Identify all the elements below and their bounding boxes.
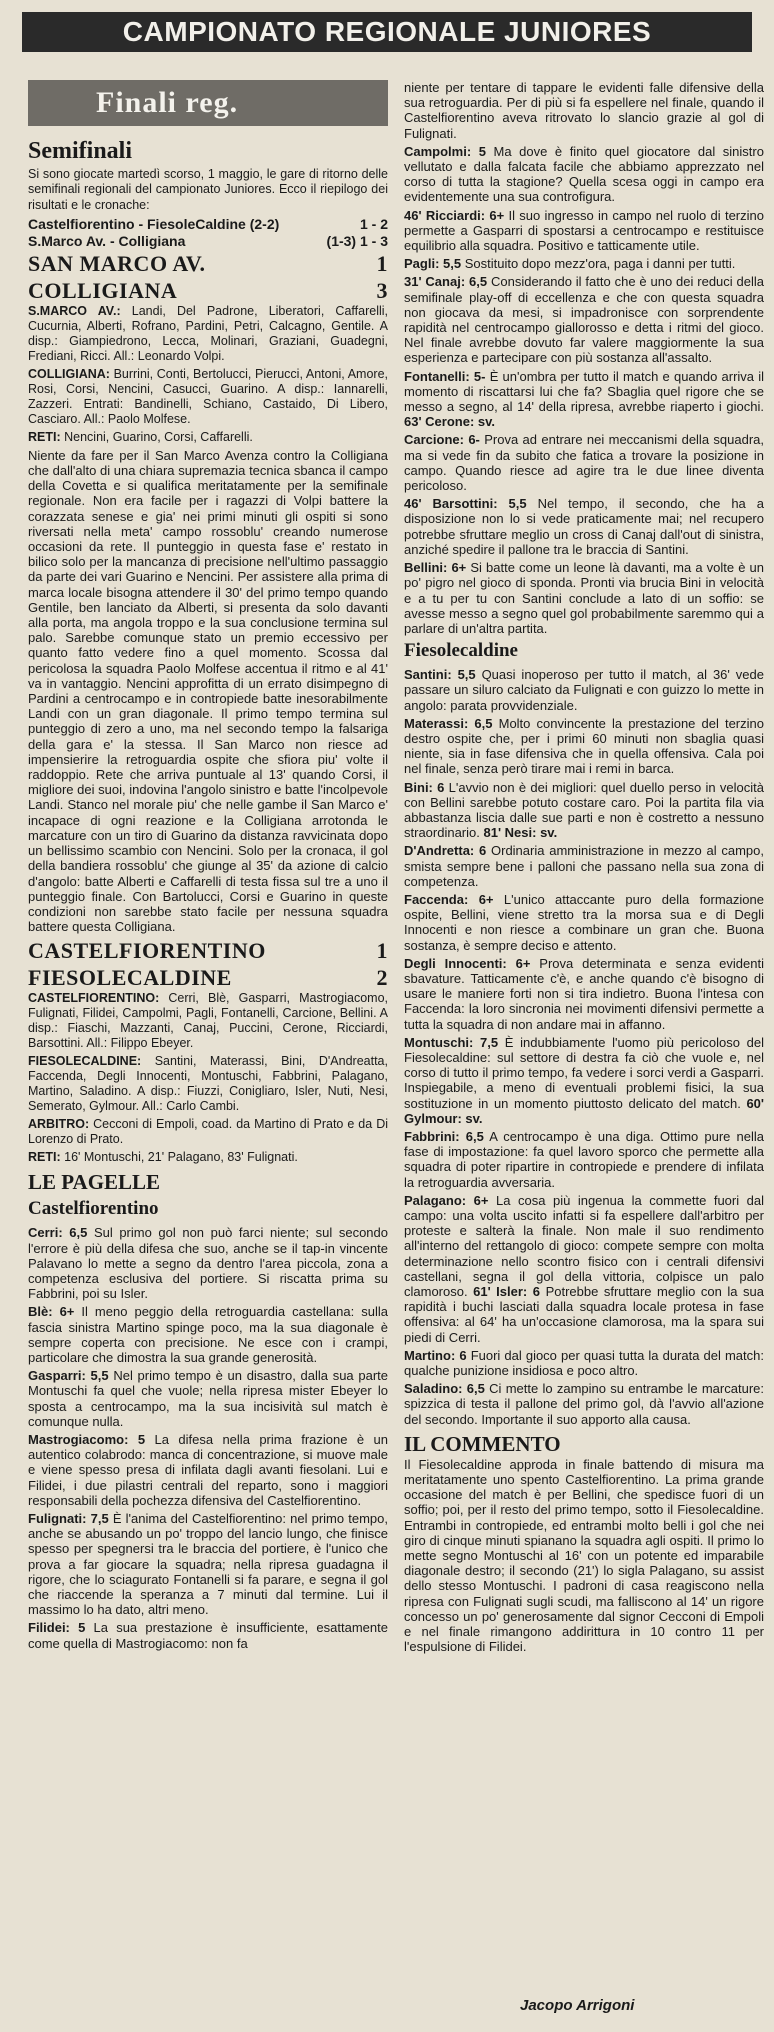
rating-name: Campolmi:: [404, 143, 472, 159]
match2-team1-row: [28, 937, 388, 964]
rating-grade: sv.: [477, 414, 496, 430]
rating-name: Palagano:: [404, 1192, 467, 1208]
result-score: (1-3) 1 - 3: [326, 232, 388, 249]
rating-entry: [404, 369, 764, 430]
castel-ratings-left: [28, 1225, 388, 1650]
rating-grade: 6: [479, 843, 487, 859]
lineup-entry: [28, 1054, 388, 1114]
rating-grade: 6+: [473, 1192, 489, 1208]
rating-entry: [404, 892, 764, 953]
match1-team1-row: [28, 250, 388, 277]
lineup-text: Santini, Materassi, Bini, D'Andreatta, Faccenda, Degli Innocenti, Montuschi, Fabbrini, Palagano, Martino, Saladino. A disp.: Fiuzzi, Conigliaro, Isler, Nuti, Nesi, Semerato, Gylmour. All.: Carlo Cambi.: [28, 1054, 388, 1114]
rating-entry: [28, 1304, 388, 1365]
rating-entry: [404, 1381, 764, 1427]
rating-text: È indubbiamente l'uomo più pericoloso del Fiesolecaldine: sul settore di destra fa ciò che vuole e, nel corso di tutto il primo tempo, fa vedere i sorci verdi a Gasparri. Inspiegabile, a meno di eventuali problemi fisici, la sua sostituzione in un momento piuttosto delicato del match.: [404, 1034, 764, 1111]
lineup-entry: [28, 1117, 388, 1147]
rating-entry: [404, 667, 764, 713]
rating-text: Potrebbe sfruttare meglio con la sua rapidità i buchi lasciati dalla squadra locale protesa in fase offensiva: al 64' ha un'occasione clamorosa, ma la spara sui piedi di Cerri.: [404, 1284, 764, 1345]
rating-grade: 5-: [473, 368, 486, 384]
team-fiesolecaldine-title: Fiesolecaldine: [404, 640, 518, 662]
lineup-label: RETI:: [28, 429, 61, 444]
result-row: [28, 216, 388, 233]
rating-entry: [404, 1129, 764, 1190]
rating-entry: [404, 780, 764, 841]
rating-grade: 6: [459, 1347, 467, 1363]
rating-name: Blè:: [28, 1304, 53, 1320]
rating-grade: 6+: [451, 560, 467, 576]
rating-entry: [404, 496, 764, 557]
rating-grade: 7,5: [480, 1034, 499, 1050]
semifinali-title: Semifinali: [28, 138, 133, 164]
rating-entry: [404, 432, 764, 493]
rating-text: L'unico attaccante puro della formazione ospite, Bellini, viene stretto tra la morsa sua e di Degli Innocenti e non riesce a combinare un gran che. Buona sostanza, è sempre deciso e attento.: [404, 891, 764, 953]
rating-name: Bini:: [404, 779, 433, 795]
rating-grade: 5,5: [508, 496, 527, 512]
right-column: [404, 80, 764, 1970]
rating-text: Prova determinata e senza evidenti sbavature. Tatticamente c'è, e anche quando c'è bisogno di usare le maniere forti non si tira indietro. Buona l'intesa con Faccenda: la loro sincronia nei movimenti difensivi permette a tutta la squadra di non andare mai in affanno.: [404, 955, 764, 1032]
rating-entry: [404, 256, 764, 271]
match2-score1: 1: [376, 938, 388, 964]
rating-grade: 7,5: [90, 1510, 109, 1526]
rating-entry: [404, 144, 764, 205]
rating-grade: 6,5: [474, 715, 493, 731]
rating-text: È l'anima del Castelfiorentino: nel primo tempo, anche se abusando un po' troppo del lancio lungo, che finisce spesso per spegnersi tra le braccia del portiere, è l'unico che prova a far giocare la squadra; nella ripresa guadagna il rigore, che lo sciagurato Fontanelli si fa parare, e segna il gol che riaccende la speranza a 7 minuti dal termine. Lui il massimo lo ha dato, altri meno.: [28, 1510, 388, 1618]
pagelle-title: LE PAGELLE: [28, 1170, 161, 1195]
result-match: S.Marco Av. - Colligiana: [28, 232, 186, 249]
match1-lineup: [28, 304, 388, 445]
rating-name: Gasparri:: [28, 1368, 86, 1384]
lineup-label: ARBITRO:: [28, 1117, 90, 1132]
rating-name: 31' Canaj:: [404, 274, 466, 290]
rating-text: Nel tempo, il secondo, che ha a disposizione non lo si vede praticamente mai; nel recupero potrebbe sfruttare meglio un cross di Canaj dall'out di sinistra, anziché spedire il pallone tra le braccia di Santini.: [404, 496, 764, 557]
left-column: [28, 80, 388, 2025]
rating-name: Filidei:: [28, 1620, 70, 1636]
rating-text: Quasi inoperoso per tutto il match, al 36' vede passare un siluro calciato da Fulignati e con guizzo lo mette in angolo: parata provvidenziale.: [404, 667, 764, 713]
header-banner: CAMPIONATO REGIONALE JUNIORES: [22, 12, 752, 52]
rating-text: Ordinaria amministrazione in mezzo al campo, smista sempre bene i palloni che passano nella sua zona di competenza.: [404, 843, 764, 889]
rating-text: Il meno peggio della retroguardia castellana: sulla fascia sinistra Martino spinge poco, ma la sua diagonale è sempre coperta con precisione. Ne esce con i crampi, particolare che dimostra la sua grande generosità.: [28, 1304, 388, 1365]
rating-entry: [404, 1035, 764, 1126]
lineup-entry: [28, 304, 388, 364]
rating-entry: [404, 274, 764, 365]
rating-entry: [28, 1225, 388, 1301]
rating-grade: 5,5: [443, 256, 462, 272]
lineup-label: CASTELFIORENTINO:: [28, 991, 160, 1006]
match2-lineup: [28, 991, 388, 1165]
rating-name: Montuschi:: [404, 1034, 474, 1050]
rating-name: Fontanelli:: [404, 368, 470, 384]
rating-name: 60' Gylmour:: [404, 1095, 764, 1126]
lineup-text: Burrini, Conti, Bertolucci, Pierucci, Antoni, Amore, Rosi, Corsi, Nencini, Casucci, Guarino. A disp.: Iannarelli, Zazzeri. Entrati: Bandinelli, Schiano, Castaido, Di Libero, Casciaro. All.: Paolo Molfese.: [28, 366, 388, 426]
rating-name: 81' Nesi:: [483, 825, 537, 841]
rating-entry: [404, 956, 764, 1032]
rating-name: Materassi:: [404, 715, 469, 731]
rating-name: Santini:: [404, 667, 452, 683]
rating-name: Bellini:: [404, 560, 448, 576]
rating-grade: 6,5: [69, 1225, 88, 1241]
rating-text: La difesa nella prima frazione è un autentico colabrodo: manca di concentrazione, si muove male e viene spesso presa di infilata dagli avanti fiesolani. Lui e Filidei, i due pilastri centrali del reparto, sono i maggiori responsabili della pochezza difensiva del Castelfiorentino.: [28, 1431, 388, 1508]
rating-text: Prova ad entrare nei meccanismi della squadra, ma si vede fin da subito che fatica a trovare la posizione in campo. Quando riesce ad agire tra le due linee diventa pericoloso.: [404, 432, 764, 494]
result-row: [28, 233, 388, 250]
rating-name: Pagli:: [404, 256, 440, 272]
rating-entry: [404, 1348, 764, 1378]
rating-text: Il suo ingresso in campo nel ruolo di terzino permette a Gasparri di spostarsi a centrocampo e restituisce equilibrio alla squadra. Positivo e tatticamente utile.: [404, 207, 764, 254]
rating-grade: 6: [437, 779, 445, 795]
rating-entry: [28, 1620, 388, 1650]
rating-text: La cosa più ingenua la commette fuori dal campo: una volta uscito infatti si fa espellere dall'arbitro per proteste e salterà la finale. Non male il suo rendimento all'interno del rettangolo di gioco: compete sempre con molta determinazione nello scontro fisico con i centrali difensivi castellani, segna il gol della vittoria, colpisce un palo clamoroso.: [404, 1192, 764, 1300]
rating-entry: [28, 1511, 388, 1617]
castel-ratings-right: [404, 144, 764, 636]
rating-entry: [404, 560, 764, 636]
match1-team2: COLLIGIANA: [28, 277, 178, 303]
rating-name: Degli Innocenti:: [404, 955, 507, 971]
rating-name: Faccenda:: [404, 891, 469, 907]
lineup-label: S.MARCO AV.:: [28, 303, 121, 318]
lineup-text: Cerri, Blè, Gasparri, Mastrogiacomo, Fulignati, Filidei, Campolmi, Pagli, Fontanelli, Carcione, Bellini. A disp.: Fiaschi, Mazzanti, Canaj, Puccini, Cerone, Ricciardi, Barsottini. All.: Filippo Ebeyer.: [28, 991, 388, 1051]
rating-grade: 5: [78, 1620, 86, 1636]
rating-name: Fabbrini:: [404, 1129, 460, 1144]
rating-name: 63' Cerone:: [404, 414, 475, 430]
rating-entry: [28, 1368, 388, 1429]
lineup-text: Nencini, Guarino, Corsi, Caffarelli.: [64, 429, 253, 444]
rating-grade: 6: [532, 1284, 541, 1300]
rating-text: La sua prestazione è insufficiente, esattamente come quella di Mastrogiacomo: non fa: [28, 1620, 388, 1651]
match2-team2: FIESOLECALDINE: [28, 965, 232, 991]
match1-score2: 3: [376, 277, 388, 303]
rating-name: 46' Ricciardi:: [404, 207, 486, 223]
rating-grade: 6+: [59, 1304, 75, 1320]
rating-grade: sv.: [540, 825, 558, 841]
lineup-text: Cecconi di Empoli, coad. da Martino di Prato e da Di Lorenzo di Prato.: [28, 1117, 388, 1147]
result-score: 1 - 2: [359, 215, 388, 232]
lineup-text: Landi, Del Padrone, Liberatori, Caffarelli, Cucurnia, Alberti, Rofrano, Pardini, Petri, Calcagno, Gentile. A disp.: Giampiedrono, Lecca, Molinari, Graziani, Guadegni, Frediani, Ricci. All.: Leonardo Volpi.: [28, 303, 388, 363]
rating-grade: 6+: [489, 207, 505, 223]
fiesole-ratings: [404, 667, 764, 1427]
rating-text: Considerando il fatto che è uno dei reduci della semifinale play-off di eccellenza e che con questa squadra non giocava da mesi, si impadronisce con sorprendente rapidità nel centrocampo giallorosso e detta i ritmi del gioco. Nel finale avrebbe dovuto far valere maggiormente la sua esperienza e partecipare con più sostanza all'assalto.: [404, 274, 764, 366]
lineup-entry: [28, 430, 388, 445]
rating-name: 61' Isler:: [473, 1284, 528, 1300]
rating-grade: 5,5: [457, 667, 476, 683]
rating-grade: 6,5: [469, 274, 488, 290]
rating-name: Mastrogiacomo:: [28, 1431, 129, 1447]
lineup-text: 16' Montuschi, 21' Palagano, 83' Fulignati.: [64, 1150, 298, 1165]
rating-text: Ma dove è finito quel giocatore dal sinistro vellutato e dalla falcata facile che abbiamo apprezzato nel corso di tutta la stagione? Quella scesa oggi in campo era evidentemente una sua controfigura.: [404, 143, 764, 205]
match2-score2: 2: [376, 965, 388, 991]
rating-entry: [404, 208, 764, 254]
rating-text: A centrocampo è una diga. Ottimo pure nella fase di impostazione: fa quel lavoro sporco che permette alla squadra di poter ripartire in contropiede e prendere di infilata la retroguardia avversaria.: [404, 1129, 764, 1190]
rating-name: Fulignati:: [28, 1510, 87, 1526]
rating-name: 46' Barsottini:: [404, 496, 498, 512]
rating-name: Saladino:: [404, 1381, 463, 1397]
section-label: Finali reg.: [28, 80, 388, 126]
lineup-label: COLLIGIANA:: [28, 366, 110, 381]
author-signature: Jacopo Arrigoni: [520, 1997, 635, 2014]
match1-team1: SAN MARCO AV.: [28, 250, 206, 276]
rating-entry: [28, 1432, 388, 1508]
rating-entry: [404, 843, 764, 889]
match1-report: Niente da fare per il San Marco Avenza contro la Colligiana che dall'alto di una chiara supremazia tecnica sbanca il campo della Covetta e si qualifica meritatamente per la semifinale regionale. Non era facile per i ragazzi di Volpi battere la corazzata senese e gia' nei primi minuti gli ospiti si sono riversati nella meta' campo rossoblu' creando numerose occasioni da rete. Il punteggio in questa fase e' restato in bilico solo per la mancanza di precisione nell'ultimo passaggio da parte dei vari Guarino e Nencini. Per assistere alla prima di marca locale bisogna attendere il 30' del primo tempo quando Gentile, ben lanciato da Alberti, si presenta da solo davanti alla porta, ma angola troppo e la sua conclusione termina sul palo. Sarebbe comunque stato un premio eccessivo per quanto fatto vedere fino a quel momento. Scossa dal pericolosa la squadra Paolo Molfese accentua il ritmo e al 41' va in vantaggio. Nencini approfitta di un errato disimpegno di Pardini a centrocampo e in contropiede batte inesorabilmente Landi con un gran diagonale. Il primo tempo termina sul punteggio di zero a uno, ma nel secondo tempo la falsariga della gara e' la stessa. Il San Marco non riesce ad impensierire la retroguardia ospite che sfiora piu' volte il raddoppio. Rete che arriva puntuale al 13' quando Corsi, il migliore dei suoi, indovina l'angolo sinistro e batte l'incolpevole Landi. Stanco nel morale piu' che nelle gambe il San Marco e' incapace di ogni reazione e la Colligiana arrotonda le marcature con un tiro di Guarino da distanza ravvicinata dopo un bellissimo scambio con Nencini. Solo per la cronaca, il gol della bandiera rossoblu' che giunge al 35' da azione di calcio d'angolo: batte Alberti e Caffarelli di testa fissa sul tre a uno il punteggio finale. Con Bartolucci, Corsi e Guarino in queste condizioni non sarebbe stato facile per nessuna squadra battere questa Colligiana.: [28, 447, 388, 935]
rating-text: Nel primo tempo è un disastro, dalla sua parte Montuschi fa quel che vuole; nella ripresa mister Ebeyer lo sposta a centrocampo, ma la sua incisività sul match è comunque nulla.: [28, 1368, 388, 1429]
commento-text: Il Fiesolecaldine approda in finale battendo di misura ma meritatamente uno spento Castelfiorentino. La prima grande occasione del match è per Bellini, che spedisce fuori di un soffio; poi, per il resto del primo tempo, sotto il Fiesolecaldine. Entrambi in contropiede, ed entrambi molto belli i gol che nei giro di cinque minuti spianano la squadra agli ospiti. Il primo lo mette segno Montuschi al 16' con un potente ed imparabile diagonale destro; il secondo (21') lo sigla Palagano, su assist dello stesso Montuschi. I padroni di casa reagiscono nella ripresa con Fulignati sugli scudi, ma falliscono al 14' un rigore concesso un po' generosamente dal signor Cecconi di Empoli e nel finale rimangono addirittura in 10 contro 11 per l'espulsione di Filidei.: [404, 1456, 764, 1655]
match1-team2-row: [28, 277, 388, 304]
rating-grade: 6,5: [466, 1381, 485, 1397]
lineup-entry: [28, 1150, 388, 1165]
results-list: [28, 216, 388, 250]
rating-text: L'avvio non è dei migliori: quel duello perso in velocità con Bellini sarebbe potuto costare caro. Poi la partita fila via abbastanza liscia dalle sue parti e non è costretto a nessuno straordinario.: [404, 779, 764, 841]
match2-team1: CASTELFIORENTINO: [28, 938, 266, 964]
lineup-entry: [28, 991, 388, 1051]
rating-entry: [404, 1193, 764, 1345]
team-castelfiorentino-title: Castelfiorentino: [28, 1198, 159, 1220]
rating-text: Molto convincente la prestazione del terzino destro ospite che, per i primi 60 minuti non sbaglia quasi niente, sia in fase difensiva che in quella offensiva. Cala poi nel finale, senza però tirare mai i remi in barca.: [404, 715, 764, 777]
rating-name: Cerri:: [28, 1225, 63, 1241]
rating-text: Sul primo gol non può farci niente; sul secondo l'errore è più della difesa che suo, anche se il tap-in vincente Palavano lo mette a segno da dentro l'area piccola, zona a competenza esclusiva del portiere. Si riscatta prima su Fabbrini, poi su Isler.: [28, 1225, 388, 1302]
rating-name: D'Andretta:: [404, 843, 475, 859]
rating-grade: 5,5: [90, 1368, 109, 1384]
rating-text: Sostituito dopo mezz'ora, paga i danni per tutti.: [464, 256, 736, 272]
lineup-label: FIESOLECALDINE:: [28, 1054, 142, 1069]
intro-text: Si sono giocate martedì scorso, 1 maggio, le gare di ritorno delle semifinali regionali del campionato Juniores. Ecco il riepilogo dei risultati e le cronache:: [28, 167, 388, 212]
rating-text: Si batte come un leone là davanti, ma a volte è un po' pigro nel gioco di sponda. Pronti via brucia Bini in velocità e a tu per tu con Santini conclude a lato di un soffio: se avesse messo a segno quel gol probabilmente saremmo qui a parlare di un'altra partita.: [404, 560, 764, 636]
lineup-label: RETI:: [28, 1150, 61, 1165]
match2-team2-row: [28, 964, 388, 991]
continuation-text: niente per tentare di tappare le evidenti falle difensive della sua retroguardia. Per di più si fa espellere nel finale, quando il Castelfiorentino aveva ritrovato lo slancio grazie al gol di Fulignati.: [404, 80, 764, 141]
commento-title: IL COMMENTO: [404, 1431, 561, 1456]
rating-grade: 6,5: [465, 1129, 484, 1144]
rating-grade: 6-: [468, 432, 480, 448]
rating-grade: sv.: [465, 1110, 483, 1126]
rating-name: Carcione:: [404, 432, 464, 448]
result-match: Castelfiorentino - FiesoleCaldine (2-2): [28, 215, 280, 232]
rating-entry: [404, 716, 764, 777]
rating-grade: 6+: [515, 955, 531, 971]
rating-grade: 5: [478, 143, 486, 159]
match1-score1: 1: [376, 250, 388, 276]
rating-text: Ci mette lo zampino su entrambe le marcature: spizzica di testa il pallone del primo gol, dà l'avvio all'azione del secondo. Importante il suo apporto alla causa.: [404, 1381, 764, 1427]
rating-grade: 5: [137, 1431, 146, 1447]
lineup-entry: [28, 367, 388, 427]
rating-name: Martino:: [404, 1347, 456, 1363]
rating-text: È un'ombra per tutto il match e quando arriva il momento di riscattarsi lui che fa? Sbaglia quel rigore che se messo a segno, al 14' della ripresa, avrebbe riaperto i giochi.: [404, 368, 764, 415]
rating-grade: 6+: [478, 891, 494, 907]
rating-text: Fuori dal gioco per quasi tutta la durata del match: qualche punizione insidiosa e poco altro.: [404, 1347, 764, 1379]
